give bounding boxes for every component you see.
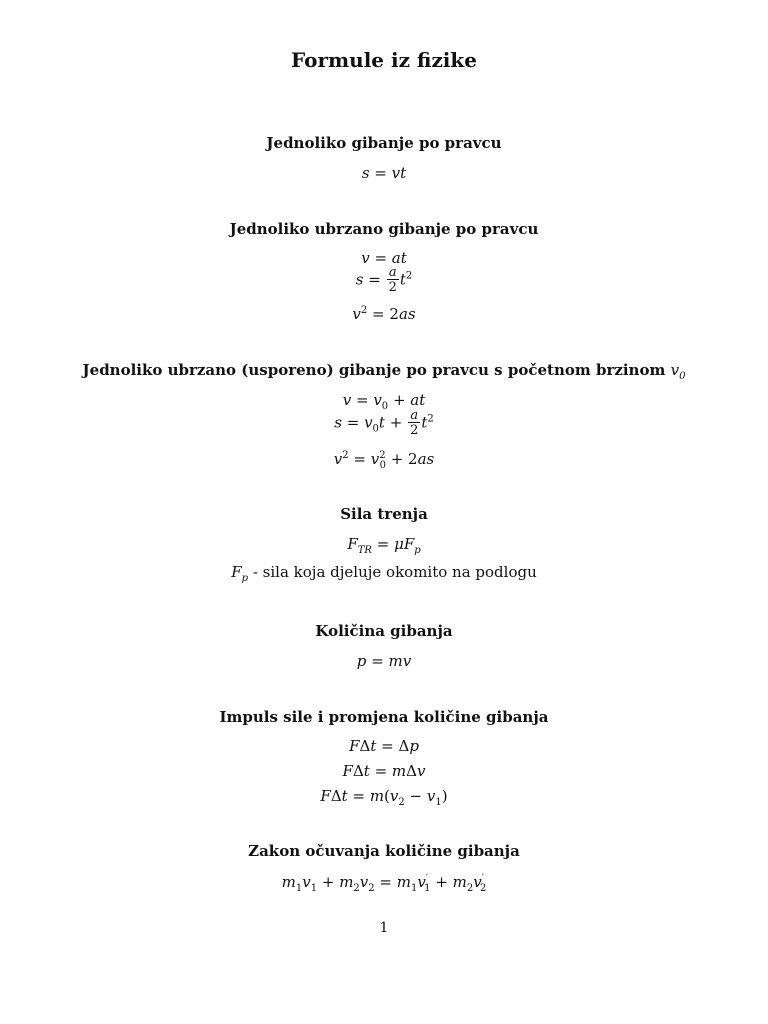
section-heading-text: Jednoliko ubrzano (usporeno) gibanje po pravcu s početnom brzinom	[82, 361, 666, 379]
formula: $s = v_0t$ + $\frac{a}{2}$ $t^2$	[334, 408, 434, 438]
formula: $F\Delta t = m(v_2 - v_1)$	[320, 787, 448, 808]
friction-note: $F_p$ - sila koja djeluje okomito na podlogu	[231, 563, 537, 584]
section-heading-impulse: Impuls sile i promjena količine gibanja	[219, 708, 549, 726]
formula: FΔt = Δp	[349, 737, 419, 755]
section-heading-conservation: Zakon očuvanja količine gibanja	[248, 842, 520, 860]
formula: $F_{TR} = \mu F_p$	[347, 535, 421, 556]
page-title: Formule iz fizike	[291, 48, 477, 72]
formula: s = $\frac{a}{2}$ $t^2$	[355, 265, 413, 295]
formula: FΔt = mΔv	[342, 762, 426, 780]
formula: v = at	[361, 249, 407, 267]
formula: $m_1v_1 + m_2v_2 = m_1v'_1 + m_2v'_2$	[281, 873, 487, 894]
formula: $v^2 = 2as$	[352, 305, 416, 323]
formula: $v^2 = v^2_0 + 2as$	[333, 450, 435, 471]
formula: p = mv	[356, 652, 412, 670]
section-heading-initial-velocity	[0, 361, 768, 382]
formula: $v = v_0$ + at	[342, 391, 426, 412]
page-number: 1	[379, 920, 389, 936]
formula: s = vt	[361, 164, 407, 182]
heading-symbol: $v_0$	[670, 361, 686, 382]
section-heading-momentum: Količina gibanja	[315, 622, 453, 640]
section-heading-friction: Sila trenja	[340, 505, 428, 523]
section-heading-uniform-motion: Jednoliko gibanje po pravcu	[266, 134, 502, 152]
note-text: - sila koja djeluje okomito na podlogu	[252, 563, 537, 581]
section-heading-uniform-acceleration: Jednoliko ubrzano gibanje po pravcu	[229, 220, 539, 238]
